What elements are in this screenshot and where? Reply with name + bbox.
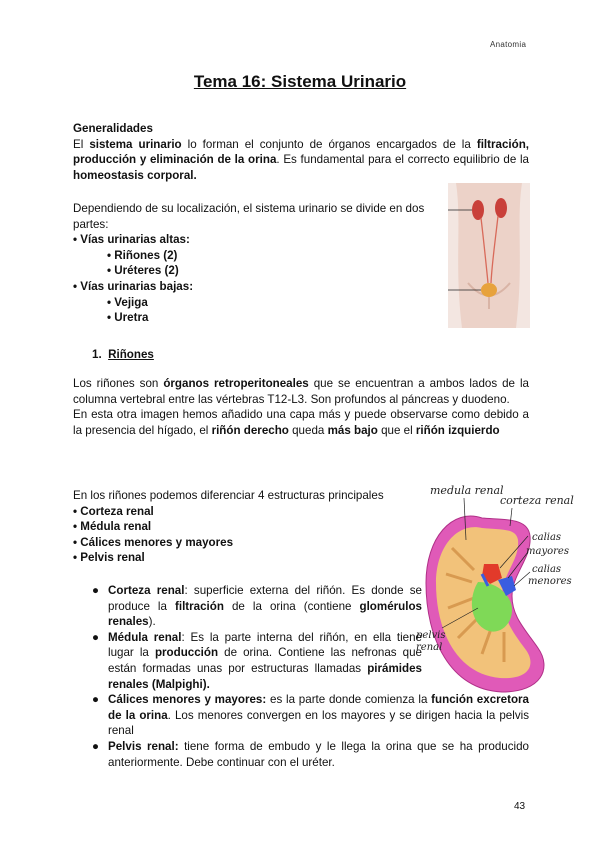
rinones-text-2: En esta otra imagen hemos añadido una capa más y puede observarse como debido a la presencia del hígado, el riñón derecho queda más bajo que el riñón izquierdo bbox=[73, 408, 529, 437]
division-block bbox=[73, 201, 445, 326]
list-item: ● Pelvis renal: tiene forma de embudo y le llega la orina que se ha producido anteriormente. Debe continuar con el uréter. bbox=[92, 739, 529, 769]
label-calices-2: calias bbox=[532, 564, 562, 575]
generalidades-heading: Generalidades bbox=[73, 122, 153, 135]
section-heading: 1. Riñones bbox=[92, 348, 154, 361]
urinary-system-figure bbox=[448, 183, 530, 328]
detail-list bbox=[92, 583, 529, 770]
list-item: ● Cálices menores y mayores: es la parte donde comienza la función excretora de la orina. Los menores convergen en los mayores y se dirigen hacia la pelvis renal bbox=[92, 693, 529, 738]
vias-altas-label: • Vías urinarias altas: bbox=[73, 233, 190, 247]
rinones-paragraph bbox=[73, 376, 529, 438]
page-number: 43 bbox=[514, 801, 526, 812]
list-item: ● Corteza renal: superficie externa del riñón. Es donde se produce la filtración de la orina (contiene glomérulos renales). bbox=[92, 584, 422, 629]
page-title: Tema 16: Sistema Urinario bbox=[193, 72, 407, 91]
generalidades-block bbox=[73, 121, 529, 183]
list-item: • Vejiga bbox=[107, 295, 148, 309]
rinones-text-1: Los riñones son órganos retroperitoneales que se encuentran a ambos lados de la columna vertebral entre las vértebras T12-L3. Son profundos al páncreas y duodeno. bbox=[73, 377, 529, 406]
list-item: ● Médula renal: Es la parte interna del riñón, en ella tiene lugar la producción de orina. Contiene las nefronas que están formadas unas por estructuras llamadas pirámides renales (Malpighi). bbox=[92, 630, 423, 691]
list-item: • Riñones (2) bbox=[107, 248, 178, 262]
division-intro: Dependiendo de su localización, el sistema urinario se divide en dos partes: bbox=[73, 202, 425, 231]
vias-bajas-label: • Vías urinarias bajas: bbox=[73, 279, 194, 293]
list-item: • Médula renal bbox=[73, 520, 152, 534]
generalidades-paragraph: El sistema urinario lo forman el conjunto de órganos encargados de la filtración, producción y eliminación de la orina. Es fundamental para el correcto equilibrio de la homeostasis corporal. bbox=[73, 137, 530, 182]
list-item: • Corteza renal bbox=[73, 504, 154, 518]
label-mayores: mayores bbox=[526, 546, 569, 557]
label-medula: medula renal bbox=[430, 484, 504, 497]
header-subject: Anatomia bbox=[490, 40, 527, 49]
label-pelvis: pelvis bbox=[416, 630, 446, 641]
label-calices: calias bbox=[532, 532, 562, 543]
list-item: • Cálices menores y mayores bbox=[73, 535, 234, 549]
label-corteza: corteza renal bbox=[500, 494, 574, 507]
label-menores: menores bbox=[528, 576, 572, 587]
estructuras-intro: En los riñones podemos diferenciar 4 estructuras principales bbox=[73, 489, 384, 502]
list-item: • Uréteres (2) bbox=[107, 264, 179, 278]
estructuras-block bbox=[73, 488, 445, 566]
list-item: • Pelvis renal bbox=[73, 551, 145, 565]
label-renal: renal bbox=[416, 642, 443, 653]
list-item: • Uretra bbox=[107, 311, 149, 325]
